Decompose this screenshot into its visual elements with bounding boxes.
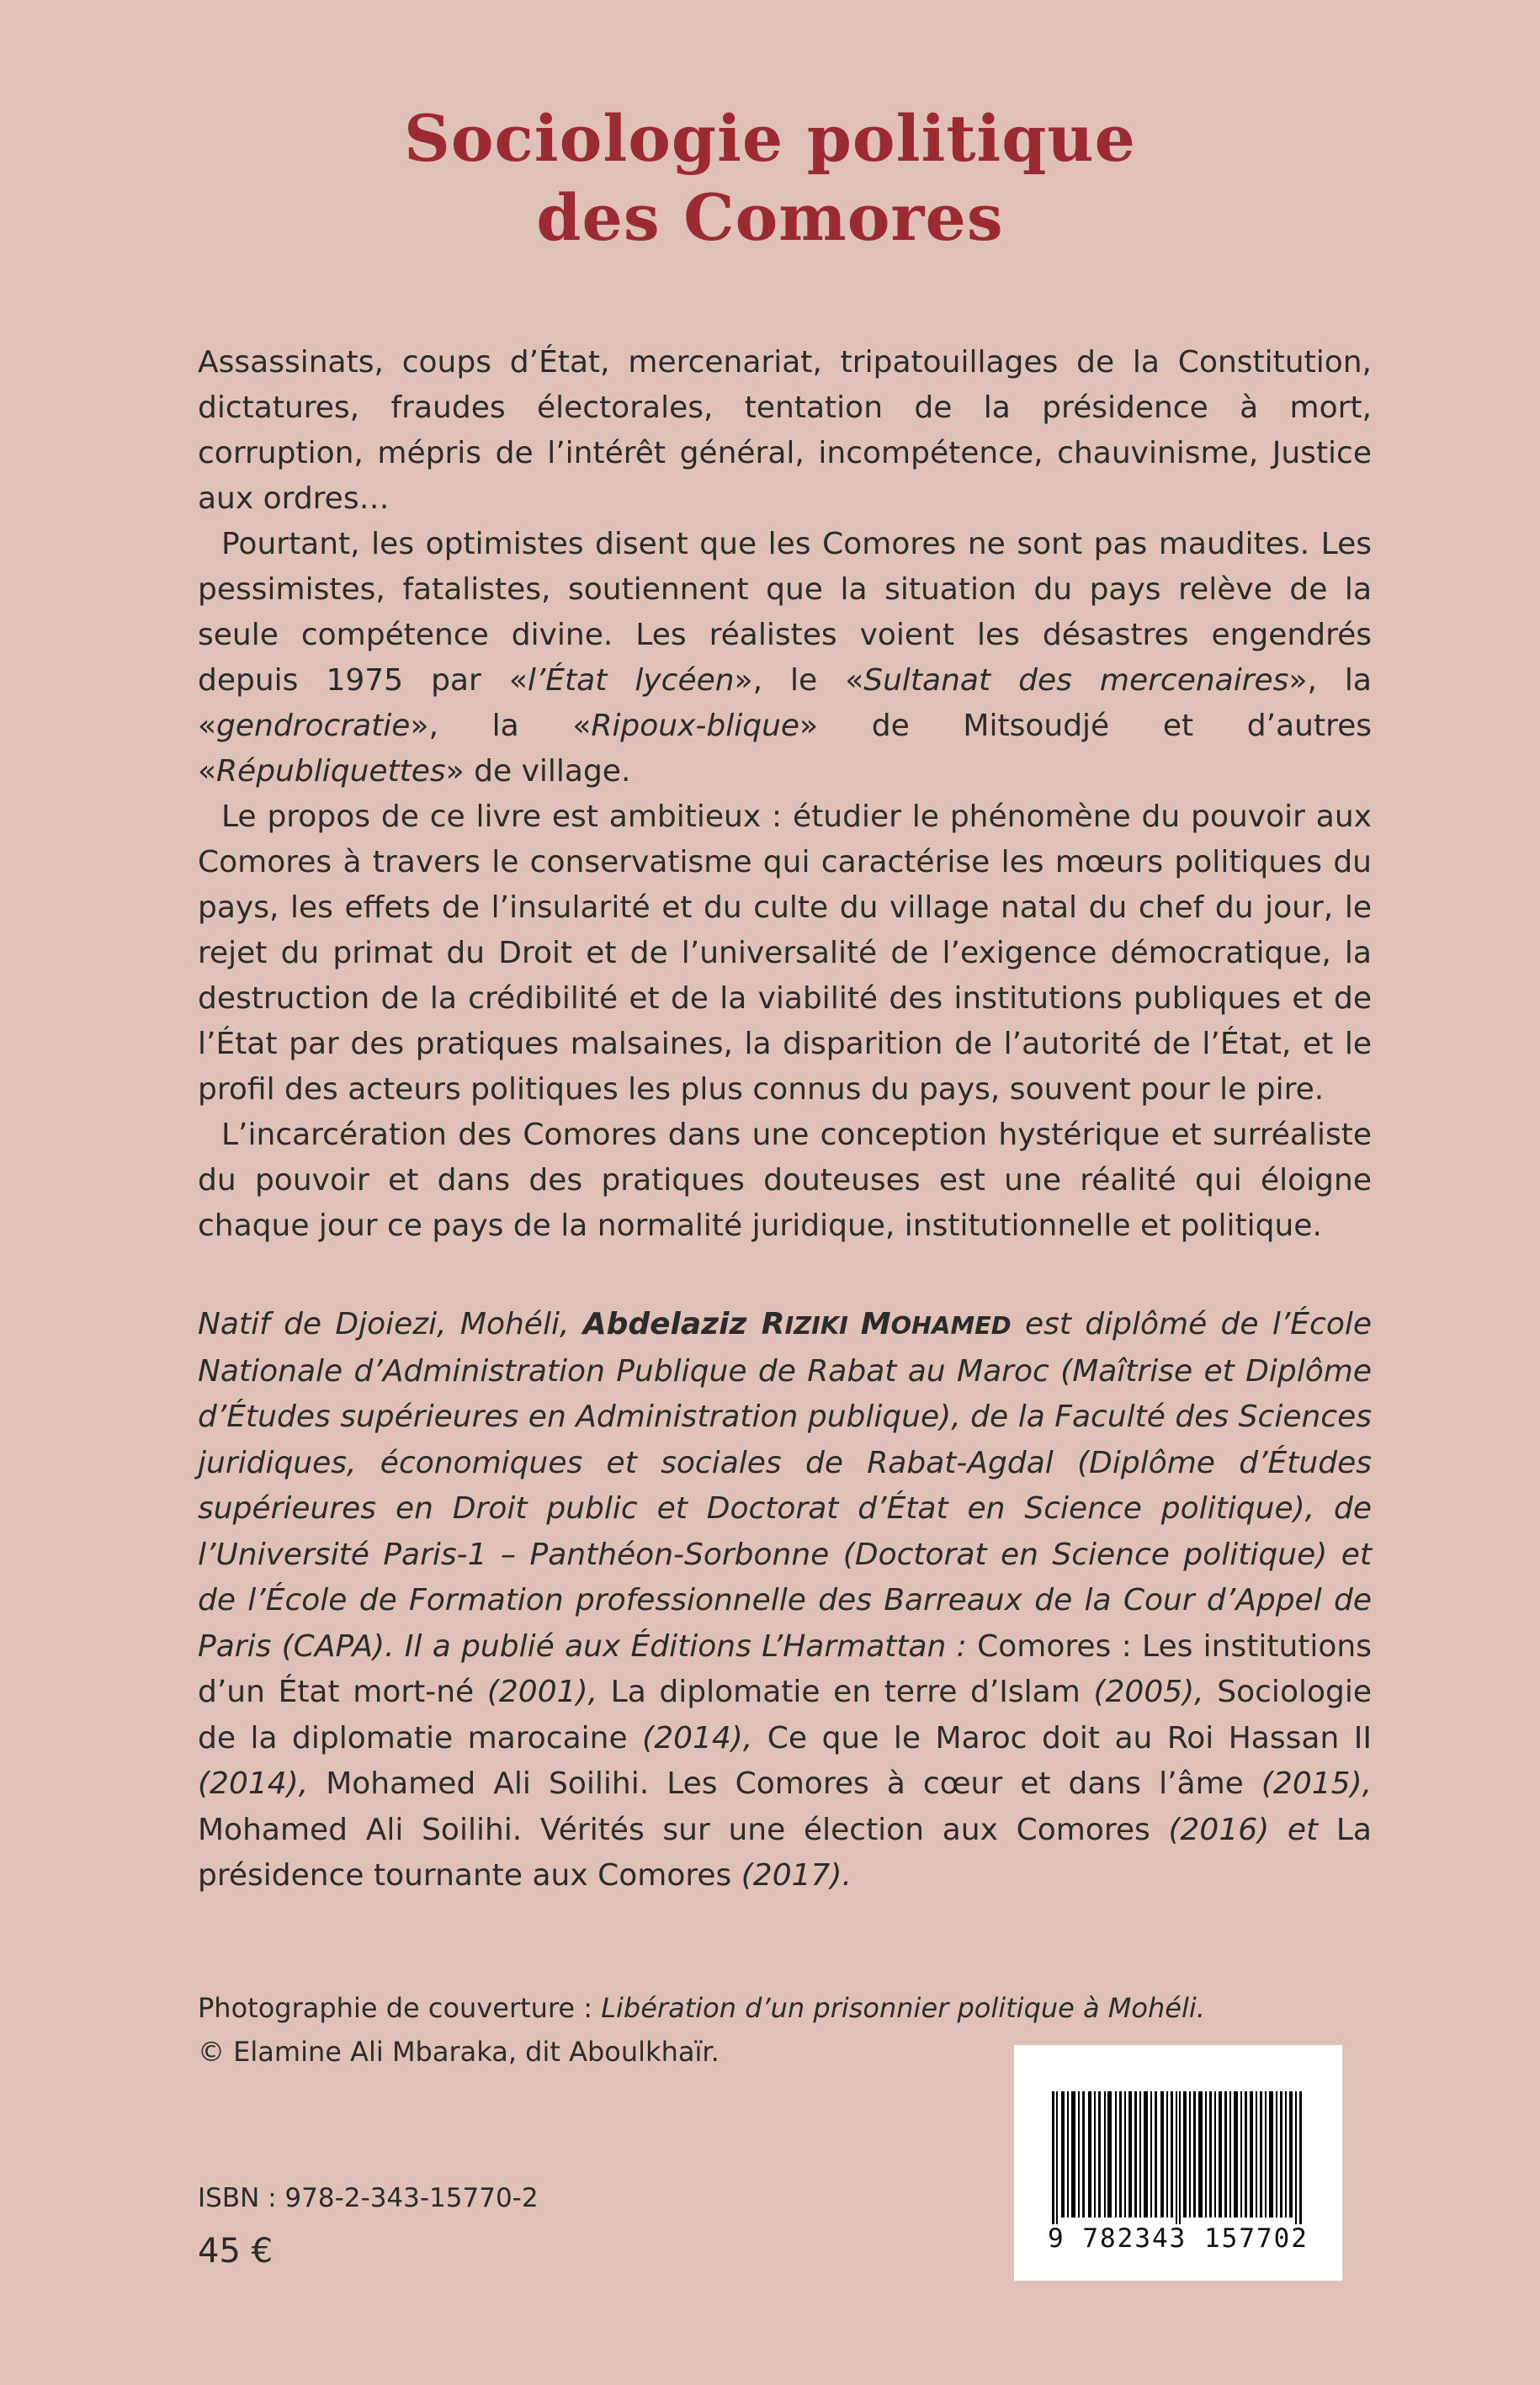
summary-paragraph-3: Le propos de ce livre est ambitieux : étudier le phénomène du pouvoir aux Comores à travers le conservatisme qui caractérise les mœurs politiques du pays, les effets de l’insularité et du culte du village natal du chef du jour, le rejet du primat du Droit et de l’universalité de l’exigence démocratique, la destruction de la crédibilité et de la viabilité des institutions publiques et de l’État par des pratiques malsaines, la disparition de l’autorité de l’État, et le profil des acteurs politiques les plus connus du pays, souvent pour le pire. <box>198 799 1372 1107</box>
author-name-part: IZIKI <box>784 1311 861 1340</box>
book-year-1: (2001), <box>474 1675 611 1709</box>
book-year-2: (2005), <box>1080 1675 1218 1709</box>
book-title <box>0 99 1540 258</box>
copyright-line: © Elamine Ali Mbaraka, dit Aboulkhaïr. <box>198 2036 720 2068</box>
summary-quote-sultanat: Sultanat des mercenaires <box>863 663 1289 698</box>
author-name-part: R <box>761 1307 785 1341</box>
summary-text: », la « <box>410 709 592 743</box>
author-first-name: Abdelaziz <box>582 1307 762 1341</box>
book-title-1: Comores : Les institutions d’un État mort-né <box>198 1628 1372 1709</box>
summary-paragraph-2 <box>198 522 1372 794</box>
bio-text: Natif de Djoiezi, Mohéli, <box>198 1307 583 1341</box>
photo-credit-label: Photographie de couverture : <box>198 1992 602 2024</box>
summary-quote-gendrocratie: gendrocratie <box>216 709 411 743</box>
book-year-4: (2014), <box>198 1766 327 1801</box>
book-title-2: La diplomatie en terre d’Islam <box>610 1675 1081 1709</box>
bio-conjunction: et <box>1287 1812 1336 1847</box>
book-summary <box>198 340 1372 1249</box>
book-title-7: La présidence tournante aux Comores <box>198 1812 1372 1893</box>
book-year-6: (2016) <box>1150 1812 1288 1847</box>
summary-text: », le « <box>734 663 864 698</box>
book-title-5: Mohamed Ali Soilihi. Les Comores à cœur et dans l’âme <box>326 1766 1244 1801</box>
book-year-7: (2017). <box>731 1858 852 1893</box>
summary-quote-etat-lyceen: l’État lycéen <box>527 663 735 698</box>
author-name <box>583 1307 1012 1341</box>
barcode <box>1014 2045 1342 2281</box>
photo-credit-line <box>198 1986 1205 2030</box>
author-biography <box>198 1302 1372 1899</box>
book-title-6: Mohamed Ali Soilihi. Vérités sur une élection aux Comores <box>198 1812 1150 1847</box>
book-year-3: (2014), <box>627 1720 767 1756</box>
summary-paragraph-4: L’incarcération des Comores dans une conception hystérique et surréaliste du pouvoir et dans des pratiques douteuses est une réalité qui éloigne chaque jour ce pays de la normalité juridique, institutionnelle et politique. <box>198 1118 1372 1243</box>
summary-text: », la « <box>198 663 1372 743</box>
isbn: ISBN : 978-2-343-15770-2 <box>198 2183 539 2213</box>
summary-paragraph-1: Assassinats, coups d’État, mercenariat, tripatouillages de la Constitution, dictatures, fraudes électorales, tentation de la présidence à mort, corruption, mépris de l’intérêt général, incompétence, chauvinisme, Justice aux ordres… <box>198 345 1372 516</box>
author-name-part: OHAMED <box>890 1311 1012 1340</box>
price: 45 € <box>198 2232 273 2271</box>
title-line-1: Sociologie politique <box>403 101 1137 176</box>
bio-paragraph <box>198 1302 1372 1899</box>
book-title-3: Sociologie de la diplomatie marocaine <box>198 1675 1372 1756</box>
title-line-2: des Comores <box>536 180 1004 255</box>
barcode-number: 9 782343 157702 <box>1048 2223 1309 2254</box>
photo-caption: Libération d’un prisonnier politique à Mohéli. <box>601 1992 1205 2024</box>
bio-text: est diplômé de l’École Nationale d’Administration Publique de Rabat au Maroc (Maîtrise et Diplôme d’Études supérieures en Administration publique), de la Faculté des Sciences juridiques, économiques et sociales de Rabat-Agdal (Diplôme d’Études supérieures en Droit public et Doctorat d’État en Science politique), de l’Université Paris-1 – Panthéon-Sorbonne (Doctorat en Science politique) et de l’École de Formation professionnelle des Barreaux de la Cour d’Appel de Paris (CAPA). Il a publié aux Éditions L’Harmattan : <box>198 1307 1372 1664</box>
summary-text: » de village. <box>445 754 631 789</box>
author-name-part: M <box>860 1307 891 1341</box>
summary-quote-ripoux-blique: Ripoux-blique <box>591 709 800 743</box>
book-year-5: (2015), <box>1243 1766 1373 1801</box>
summary-text: » de Mitsoudjé et d’autres « <box>198 709 1372 789</box>
summary-quote-republiquettes: Républiquettes <box>216 754 446 789</box>
book-title-4: Ce que le Maroc doit au Roi Hassan II <box>767 1720 1372 1756</box>
summary-text: Pourtant, les optimistes disent que les Comores ne sont pas maudites. Les pessimistes, fatalistes, soutiennent que la situation du pays relève de la seule compétence divine. Les réalistes voient les désastres engendrés depuis 1975 par « <box>198 527 1372 698</box>
